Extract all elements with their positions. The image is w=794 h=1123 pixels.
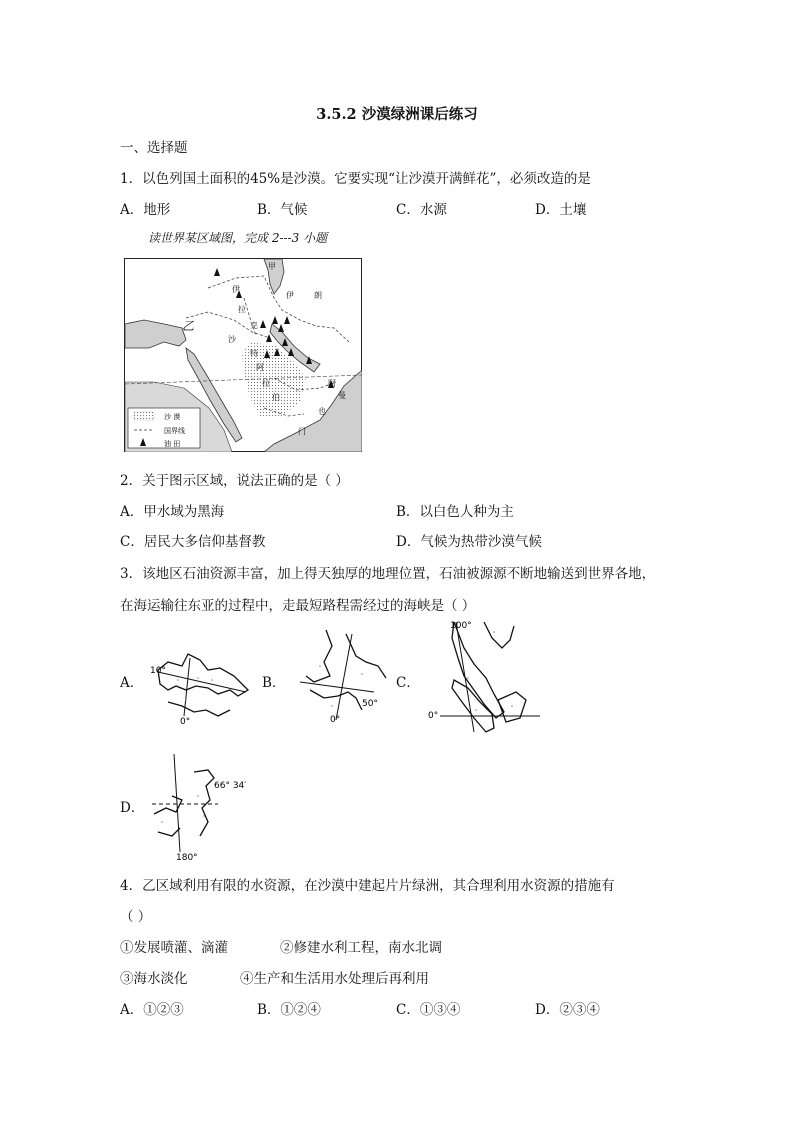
q4-option-d[interactable]: D．②③④: [535, 1002, 600, 1018]
map-caption: 读世界某区域图，完成 2---3 小题: [148, 231, 328, 245]
fig-d-lat-label: 66° 34′: [214, 781, 247, 791]
question-3-stem-1: 3．该地区石油资源丰富，加上得天独厚的地理位置，石油被源源不断地输送到世界各地，: [120, 566, 656, 582]
measure-3: ③海水淡化: [120, 971, 188, 987]
measure-4: ④生产和生活用水处理后再利用: [240, 971, 429, 987]
question-2-stem: 2．关于图示区域，说法正确的是（ ）: [120, 473, 349, 489]
label-saudi-2: 特: [250, 349, 258, 358]
label-saudi-3: 阿: [256, 363, 264, 372]
question-3-stem-2: 在海运输往东亚的过程中，走最短路程需经过的海峡是（ ）: [120, 598, 476, 614]
q3-option-d[interactable]: D．: [120, 800, 145, 816]
q3-option-a[interactable]: A．: [120, 675, 144, 691]
label-iraq-2: 拉: [238, 305, 246, 314]
label-iran-2: 朗: [314, 291, 322, 300]
label-saudi-4: 拉: [262, 379, 270, 388]
label-iraq-1: 伊: [232, 285, 240, 294]
strait-figure-d: [148, 752, 248, 864]
q2-option-a[interactable]: A．甲水域为黑海: [120, 504, 225, 520]
measure-1: ①发展喷灌、滴灌: [120, 940, 228, 956]
q1-option-c[interactable]: C．水源: [396, 202, 447, 218]
q2-option-d[interactable]: D．气候为热带沙漠气候: [396, 534, 542, 550]
q3-option-c[interactable]: C．: [396, 675, 420, 691]
label-yemen-2: 门: [298, 427, 306, 436]
label-saudi-5: 伯: [272, 393, 280, 402]
q2-option-b[interactable]: B．以白色人种为主: [396, 504, 514, 520]
legend-desert: 沙 漠: [164, 413, 181, 421]
q1-option-a[interactable]: A．地形: [120, 202, 171, 218]
page-title: 3.5.2 沙漠绿洲课后练习: [316, 106, 478, 123]
section-heading: 一、选择题: [120, 140, 188, 156]
q1-option-d[interactable]: D．土壤: [535, 202, 587, 218]
measure-2: ②修建水利工程，南水北调: [280, 940, 442, 956]
label-oman-1: 阿: [328, 379, 336, 388]
q4-option-c[interactable]: C．①③④: [396, 1002, 461, 1018]
fig-c-lat-label: 0°: [428, 711, 439, 721]
fig-a-lon-label: 10°: [150, 666, 166, 676]
fig-b-lon-label: 50°: [362, 699, 378, 709]
legend-oilfield: 油 田: [164, 440, 181, 448]
legend-border: 国界线: [164, 427, 185, 435]
q4-option-b[interactable]: B．①②④: [257, 1002, 321, 1018]
label-jia: 甲: [268, 262, 276, 271]
label-saudi-1: 沙: [228, 335, 236, 344]
fig-b-lat-label: 0°: [330, 715, 341, 725]
q4-option-a[interactable]: A．①②③: [120, 1002, 184, 1018]
label-iraq-3: 克: [250, 321, 258, 330]
fig-c-lon-label: 100°: [450, 621, 472, 631]
label-yi-region: 乙: [182, 319, 195, 333]
strait-figure-b: [296, 626, 396, 726]
question-1-stem: 1．以色列国土面积的45%是沙漠。它要实现“让沙漠开满鲜花”，必须改造的是: [120, 171, 591, 187]
fig-a-lat-label: 0°: [180, 717, 191, 726]
question-4-stem: 4．乙区域利用有限的水资源，在沙漠中建起片片绿洲，其合理利用水资源的措施有: [120, 878, 615, 894]
label-oman-2: 曼: [338, 391, 346, 400]
strait-figure-a: [138, 640, 254, 726]
label-iran-1: 伊: [286, 291, 294, 300]
strait-figure-c: [424, 618, 544, 738]
q1-option-b[interactable]: B．气候: [257, 202, 308, 218]
fig-d-lon-label: 180°: [176, 853, 198, 863]
map-legend: [128, 408, 200, 448]
middle-east-map: [124, 258, 362, 452]
label-yemen-1: 也: [318, 407, 326, 416]
question-4-paren: （ ）: [120, 909, 152, 925]
q3-option-b[interactable]: B．: [262, 675, 286, 691]
q2-option-c[interactable]: C．居民大多信仰基督教: [120, 534, 266, 550]
